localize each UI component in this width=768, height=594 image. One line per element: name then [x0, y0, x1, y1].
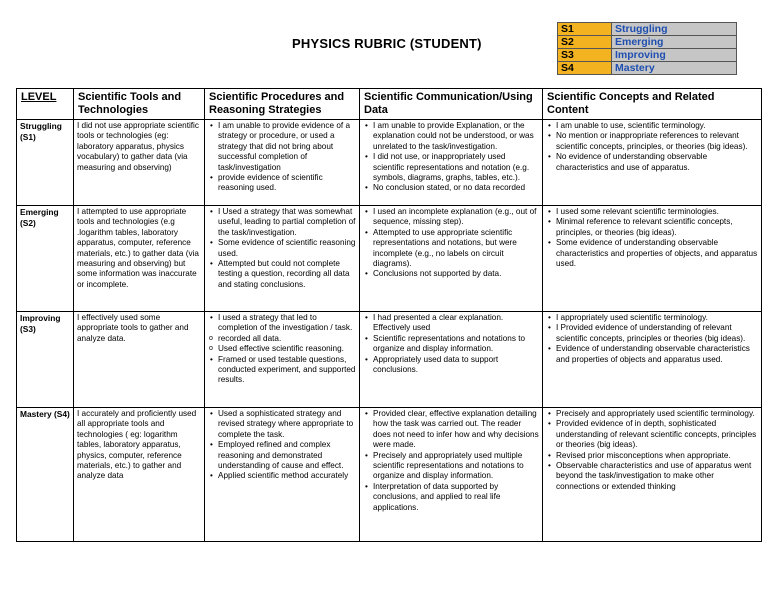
list-item: • No conclusion stated, or no data recorded: [373, 183, 539, 193]
tools-cell: I accurately and proficiently used all appropriate tools and technologies ( eg: logarithm tables, laboratory apparatus, physics, computer, reference materials, etc.) to gather and analyze data: [74, 408, 205, 542]
concepts-cell: [543, 206, 762, 312]
concepts-list: [546, 121, 758, 173]
table-row: [17, 408, 762, 542]
list-item: • I am unable to provide Explanation, or the explanation could not be understood, or was unrelated to the task/investigation.: [373, 121, 539, 152]
page-title: PHYSICS RUBRIC (STUDENT): [292, 36, 482, 51]
list-item: • No evidence of understanding observable characteristics and use of apparatus.: [556, 152, 758, 173]
list-item: • Scientific representations and notations to organize and display information.: [373, 334, 539, 355]
procedures-cell: [205, 312, 360, 408]
legend-code: S1: [558, 23, 612, 36]
list-item: • Provided evidence of in depth, sophisticated understanding of relevant scientific concepts, principles or theories (big ideas).: [556, 419, 758, 450]
legend-name: Emerging: [612, 36, 737, 49]
header-procedures: Scientific Procedures and Reasoning Strategies: [205, 89, 360, 120]
list-item: • Precisely and appropriately used scientific terminology.: [556, 409, 758, 419]
legend-name: Mastery: [612, 62, 737, 75]
communication-list: [363, 207, 539, 280]
list-item: • Precisely and appropriately used multiple scientific representations and notations to organize and display information.: [373, 451, 539, 482]
list-item: • I am unable to use, scientific terminology.: [556, 121, 758, 131]
header-concepts: Scientific Concepts and Related Content: [543, 89, 762, 120]
legend-code: S4: [558, 62, 612, 75]
list-item: • I had presented a clear explanation. Effectively used: [373, 313, 539, 334]
list-item: • Framed or used testable questions, conducted experiment, and supported results.: [218, 355, 356, 386]
table-row: [17, 312, 762, 408]
procedures-cell: [205, 408, 360, 542]
legend-name: Improving: [612, 49, 737, 62]
list-item: o Used effective scientific reasoning.: [218, 344, 356, 354]
communication-list: [363, 313, 539, 375]
list-item: o recorded all data.: [218, 334, 356, 344]
list-item: • I am unable to provide evidence of a strategy or procedure, or used a strategy that did not bring about successful completion of task/investigation: [218, 121, 356, 173]
legend-row: [558, 49, 737, 62]
concepts-list: [546, 313, 758, 365]
level-cell: [17, 120, 74, 206]
communication-cell: [360, 312, 543, 408]
list-item: • provide evidence of scientific reasoning used.: [218, 173, 356, 194]
level-cell: [17, 408, 74, 542]
list-item: • Provided clear, effective explanation detailing how the task was carried out. The reader does not need to infer how and why decisions were made.: [373, 409, 539, 451]
list-item: • Some evidence of scientific reasoning used.: [218, 238, 356, 259]
procedures-cell: [205, 120, 360, 206]
list-item: • I Used a strategy that was somewhat useful, leading to partial completion of the task/investigation.: [218, 207, 356, 238]
procedures-list: [208, 409, 356, 482]
level-legend: [557, 22, 737, 75]
list-item: • I Provided evidence of understanding of relevant scientific concepts, principles or theories (big ideas).: [556, 323, 758, 344]
list-item: • Evidence of understanding observable characteristics and properties of objects and apparatus used.: [556, 344, 758, 365]
list-item: • Attempted but could not complete testing a question, recording all data and stating conclusions.: [218, 259, 356, 290]
concepts-list: [546, 409, 758, 492]
list-item: • I used some relevant scientific terminologies.: [556, 207, 758, 217]
rubric-table: [16, 88, 762, 542]
list-item: • I did not use, or inappropriately used scientific representations and notation (e.g. symbols, diagrams, graphs, tables, etc.).: [373, 152, 539, 183]
communication-list: [363, 121, 539, 194]
list-item: • Attempted to use appropriate scientific representations and notations, but were incomplete (e.g., no labels on circuit diagrams).: [373, 228, 539, 270]
concepts-cell: [543, 120, 762, 206]
procedures-list: [208, 121, 356, 194]
list-item: • Observable characteristics and use of apparatus went beyond the task/investigation to make other connections or extended thinking: [556, 461, 758, 492]
concepts-cell: [543, 312, 762, 408]
list-item: • Some evidence of understanding observable characteristics and properties of objects, and apparatus used.: [556, 238, 758, 269]
tools-cell: I did not use appropriate scientific tools or technologies (eg: laboratory apparatus, physics vocabulary) to gather data (via measuring and observing): [74, 120, 205, 206]
list-item: • Conclusions not supported by data.: [373, 269, 539, 279]
list-item: • I used a strategy that led to completion of the investigation / task.: [218, 313, 356, 334]
level-name: Struggling (S1): [20, 121, 62, 142]
table-row: [17, 120, 762, 206]
legend-code: S2: [558, 36, 612, 49]
communication-list: [363, 409, 539, 513]
list-item: • Interpretation of data supported by conclusions, and applied to real life applications.: [373, 482, 539, 513]
communication-cell: [360, 408, 543, 542]
legend-row: [558, 62, 737, 75]
list-item: • Used a sophisticated strategy and revised strategy where appropriate to complete the task.: [218, 409, 356, 440]
list-item: • No mention or inappropriate references to relevant scientific concepts, principles, or theories (big ideas).: [556, 131, 758, 152]
header-tools: Scientific Tools and Technologies: [74, 89, 205, 120]
communication-cell: [360, 120, 543, 206]
concepts-list: [546, 207, 758, 269]
list-item: • Applied scientific method accurately: [218, 471, 356, 481]
procedures-cell: [205, 206, 360, 312]
level-name: Improving (S3): [20, 313, 61, 334]
level-cell: [17, 206, 74, 312]
list-item: • Employed refined and complex reasoning and demonstrated understanding of cause and effect.: [218, 440, 356, 471]
level-cell: [17, 312, 74, 408]
list-item: • Revised prior misconceptions when appropriate.: [556, 451, 758, 461]
legend-code: S3: [558, 49, 612, 62]
level-name: Emerging (S2): [20, 207, 59, 228]
legend-row: [558, 36, 737, 49]
tools-cell: I effectively used some appropriate tools to gather and analyze data.: [74, 312, 205, 408]
legend-name: Struggling: [612, 23, 737, 36]
header-level: LEVEL: [17, 89, 74, 120]
procedures-list: [208, 207, 356, 290]
tools-cell: I attempted to use appropriate tools and technologies (e.g .logarithm tables, laboratory apparatus, computer, reference materials, etc.) to gather data (via measuring and observing) but some information was inaccurate or incomplete.: [74, 206, 205, 312]
header-communication: Scientific Communication/Using Data: [360, 89, 543, 120]
table-row: [17, 206, 762, 312]
procedures-list: [208, 313, 356, 386]
list-item: • I appropriately used scientific terminology.: [556, 313, 758, 323]
level-name: Mastery (S4): [20, 409, 70, 419]
legend-row: [558, 23, 737, 36]
list-item: • Appropriately used data to support conclusions.: [373, 355, 539, 376]
list-item: • Minimal reference to relevant scientific concepts, principles, or theories (big ideas).: [556, 217, 758, 238]
list-item: • I used an incomplete explanation (e.g., out of sequence, missing step).: [373, 207, 539, 228]
concepts-cell: [543, 408, 762, 542]
communication-cell: [360, 206, 543, 312]
header-row: [17, 89, 762, 120]
